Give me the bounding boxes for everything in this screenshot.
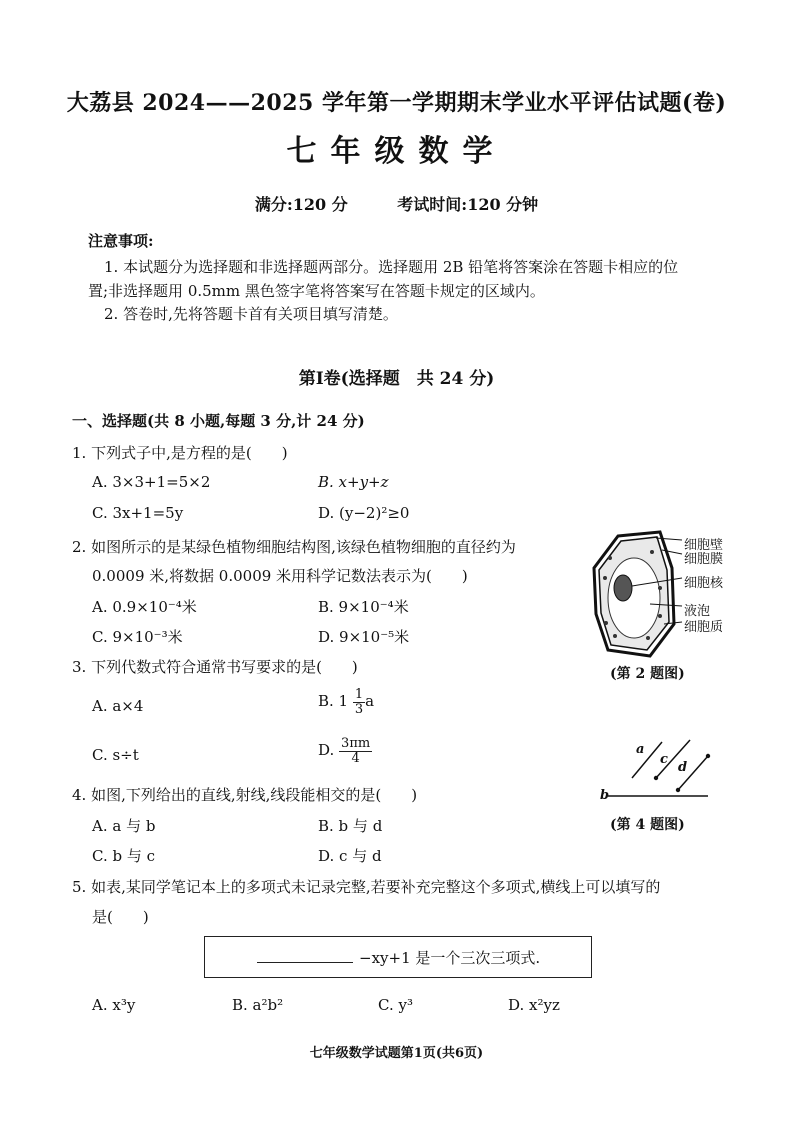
q3-b-suffix: a [365, 692, 375, 711]
q3-b-numerator: 1 [354, 687, 364, 702]
answer-blank [257, 948, 353, 963]
polynomial-text: −xy+1 是一个三次三项式. [359, 949, 541, 967]
q3-b-denominator: 3 [354, 701, 364, 717]
q4-option-b: B. b 与 d [318, 817, 383, 835]
nucleus [614, 575, 632, 601]
vacuole [608, 558, 660, 638]
label-nucleus: 细胞核 [684, 576, 724, 591]
q3-option-c: C. s÷t [92, 746, 139, 764]
q2-figure-caption: (第 2 题图) [610, 666, 685, 682]
q3-d-denominator: 4 [351, 750, 360, 766]
label-cell-membrane: 细胞膜 [684, 552, 724, 567]
q4-figure-caption: (第 4 题图) [610, 817, 685, 833]
q2-stem-line-1: 2. 如图所示的是某绿色植物细胞结构图,该绿色植物细胞的直径约为 [72, 538, 516, 556]
q2-stem-line-2: 0.0009 米,将数据 0.0009 米用科学记数法表示为( ) [92, 567, 468, 585]
q4-stem: 4. 如图,下列给出的直线,射线,线段能相交的是( ) [72, 786, 418, 804]
note-1-line-1: 1. 本试题分为选择题和非选择题两部分。选择题用 2B 铅笔将答案涂在答题卡相应的位 [104, 258, 679, 276]
q4-option-d: D. c 与 d [318, 847, 382, 865]
part-title: 第Ⅰ卷(选择题 共 24 分) [298, 369, 495, 389]
polynomial-statement [257, 947, 540, 968]
note-1-line-2: 置;非选择题用 0.5mm 黑色签字笔将答案写在答题卡规定的区域内。 [88, 282, 545, 300]
q5-option-a: A. x³y [92, 996, 136, 1014]
polynomial-box [204, 936, 592, 978]
q2-option-c: C. 9×10⁻³米 [92, 628, 183, 646]
label-cell-wall: 细胞壁 [684, 538, 724, 553]
label-a: a [636, 742, 645, 757]
q3-option-b [318, 688, 374, 716]
q1-option-a: A. 3×3+1=5×2 [92, 473, 211, 491]
label-d: d [678, 760, 688, 775]
label-c: c [660, 752, 668, 767]
q3-b-fraction [353, 688, 365, 716]
q5-stem-line-2: 是( ) [92, 908, 149, 926]
q1-stem: 1. 下列式子中,是方程的是( ) [72, 444, 288, 462]
q1-option-b: B. x+y+z [318, 473, 389, 491]
label-vacuole: 液泡 [684, 604, 711, 619]
notes-heading: 注意事项: [88, 232, 154, 250]
q1-option-d: D. (y−2)²≥0 [318, 504, 410, 522]
q3-d-numerator: 3πm [341, 736, 371, 751]
note-2: 2. 答卷时,先将答题卡首有关项目填写清楚。 [104, 305, 398, 323]
q2-option-a: A. 0.9×10⁻⁴米 [92, 598, 197, 616]
q3-d-prefix: D. [318, 741, 335, 760]
q5-option-c: C. y³ [378, 996, 413, 1014]
subject-title: 七年级数学 [286, 134, 507, 169]
q4-option-a: A. a 与 b [92, 817, 156, 835]
exam-time: 考试时间:120 分钟 [397, 195, 539, 214]
q2-option-b: B. 9×10⁻⁴米 [318, 598, 409, 616]
q3-b-prefix: B. 1 [318, 692, 349, 711]
q2-option-d: D. 9×10⁻⁵米 [318, 628, 410, 646]
q3-d-fraction [339, 737, 372, 765]
q5-option-b: B. a²b² [232, 996, 284, 1014]
label-b: b [600, 788, 610, 803]
exam-meta [0, 192, 793, 215]
section-heading: 一、选择题(共 8 小题,每题 3 分,计 24 分) [72, 412, 365, 430]
q5-stem-line-1: 5. 如表,某同学笔记本上的多项式未记录完整,若要补充完整这个多项式,横线上可以填写的 [72, 878, 661, 896]
q4-option-c: C. b 与 c [92, 847, 156, 865]
q3-stem: 3. 下列代数式符合通常书写要求的是( ) [72, 658, 358, 676]
q1-option-c: C. 3x+1=5y [92, 504, 184, 522]
label-cytoplasm: 细胞质 [684, 620, 724, 635]
lines-figure [598, 738, 718, 808]
q3-option-d [318, 737, 372, 765]
page-footer: 七年级数学试题第1页(共6页) [309, 1046, 484, 1061]
q5-option-d: D. x²yz [508, 996, 560, 1014]
exam-title: 大荔县 2024——2025 学年第一学期期末学业水平评估试题(卷) [66, 90, 727, 116]
q3-option-a: A. a×4 [92, 697, 144, 715]
full-score: 满分:120 分 [254, 195, 348, 214]
